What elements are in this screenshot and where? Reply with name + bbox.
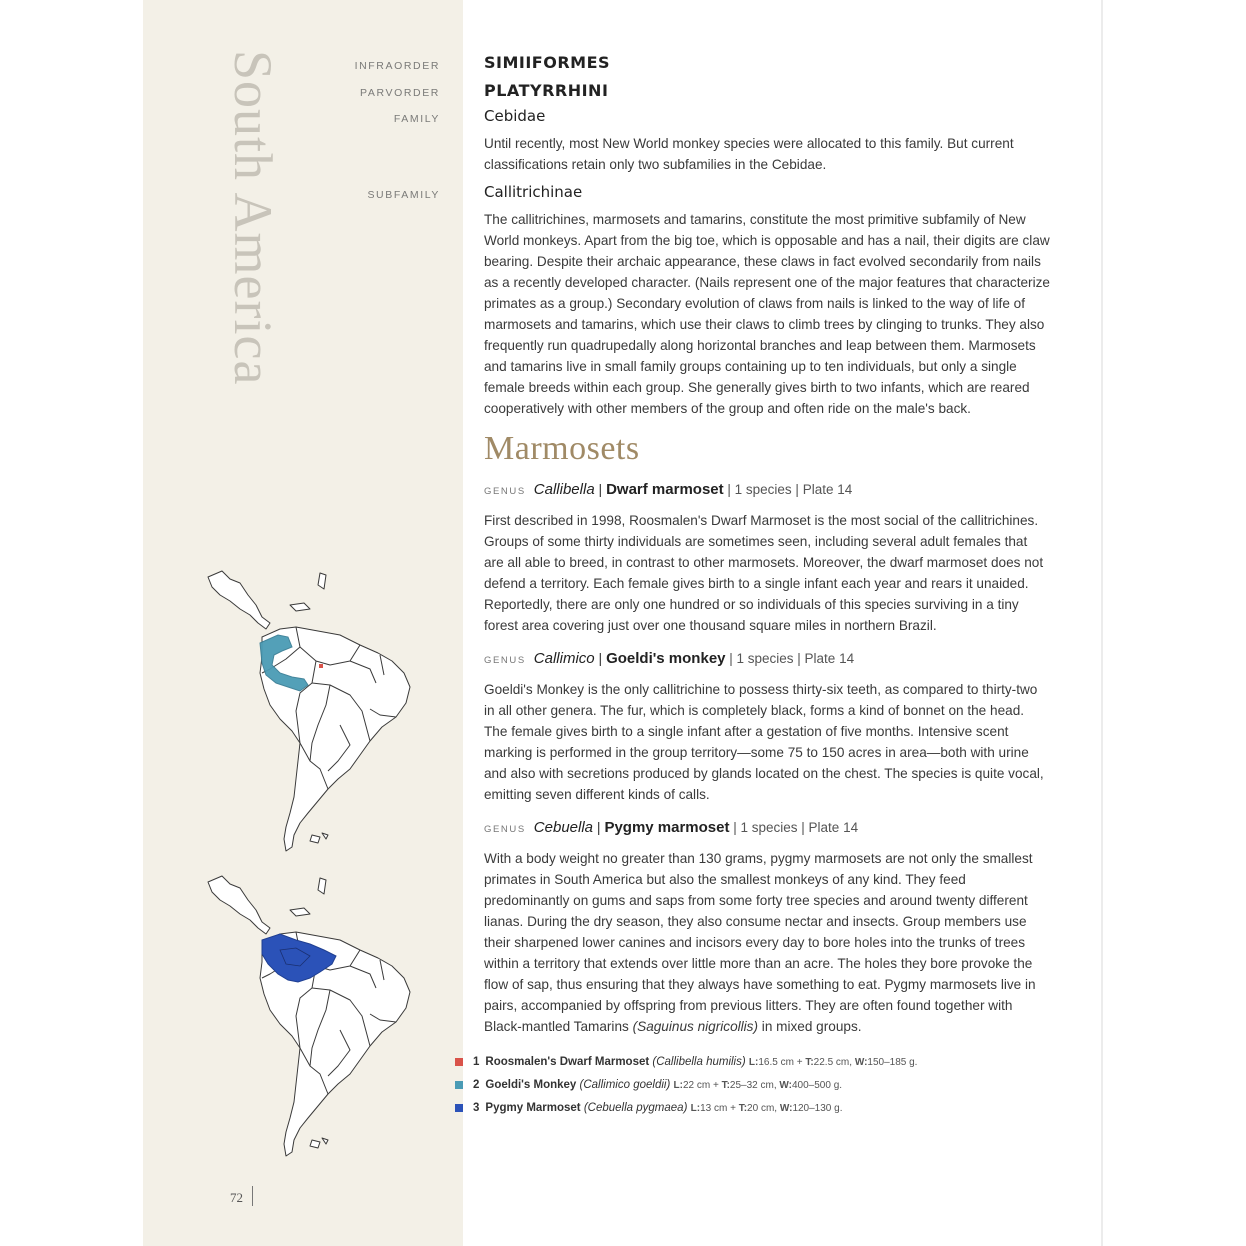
genus-common-name: Goeldi's monkey (606, 650, 726, 667)
legend-number: 2 (473, 1079, 480, 1091)
genus-label: GENUS (484, 486, 526, 497)
genus-description-cebuella (484, 848, 1050, 1037)
genus-common-name: Dwarf marmoset (606, 481, 724, 498)
infraorder-label: INFRAORDER (354, 60, 440, 72)
text-part: With a body weight no greater than 130 grams, pygmy marmosets are not only the smallest primates in South America but also the smallest monkeys of any kind. They feed predominantly on gums and saps from some forty tree species and around twenty different lianas. During the dry season, they also consume nectar and insects. Group members use their sharpened lower canines and incisors every day to bore holes into the trunks of trees within a territory that extends over little more than an acre. The holes they bore provoke the flow of sap, thus ensuring that they always have something to eat. Pygmy marmosets live in pairs, accompanied by offspring from previous litters. They are often found together with Black-mantled Tamarins (484, 851, 1036, 1034)
genus-name: Callibella (533, 481, 595, 498)
legend-item-1 (455, 1056, 1055, 1068)
legend-swatch (455, 1104, 463, 1112)
family-description: Until recently, most New World monkey species were allocated to this family. But current classifications retain only two subfamilies in the Cebidae. (484, 136, 1014, 172)
legend-scientific-name: (Cebuella pygmaea) (583, 1102, 688, 1114)
legend-scientific-name: (Callibella humilis) (652, 1056, 746, 1068)
separator: | (593, 819, 605, 835)
page-number-divider (252, 1186, 253, 1206)
genus-heading-callibella (484, 481, 852, 498)
genus-heading-cebuella (484, 819, 858, 836)
section-title: Marmosets (484, 430, 640, 467)
infraorder-name: SIMIIFORMES (484, 53, 611, 72)
genus-description-callimico: Goeldi's Monkey is the only callitrichine to possess thirty-six teeth, as compared to thirty-two in all other genera. The fur, which is completely black, forms a kind of bonnet on the head. The female gives birth to a single infant after a gestation of five months. Intensive scent marking is performed in the group territory—some 75 to 150 acres in area—both with urine and also with secretions produced by glands located on the chest. The species is quite vocal, emitting seven different kinds of calls. (484, 682, 1044, 802)
separator: | (594, 650, 607, 666)
parvorder-label: PARVORDER (360, 87, 440, 99)
family-name: Cebidae (484, 107, 546, 125)
page-number: 72 (230, 1190, 243, 1205)
genus-name: Callimico (533, 650, 595, 667)
parvorder-name: PLATYRRHINI (484, 81, 609, 100)
legend-measurements: L:13 cm + T:20 cm, W:120–130 g. (690, 1103, 843, 1114)
genus-label: GENUS (484, 824, 526, 835)
separator: | (594, 481, 607, 497)
genus-meta: | 1 species | Plate 14 (725, 651, 855, 666)
legend-common-name: Pygmy Marmoset (485, 1102, 581, 1114)
legend-common-name: Roosmalen's Dwarf Marmoset (485, 1056, 650, 1068)
range-map-cebuella (200, 870, 440, 1165)
scientific-name: (Saguinus nigricollis) (632, 1019, 759, 1034)
text-part: in mixed groups. (758, 1019, 862, 1034)
family-label: FAMILY (393, 113, 440, 125)
legend-scientific-name: (Callimico goeldii) (579, 1079, 671, 1091)
legend-measurements: L:16.5 cm + T:22.5 cm, W:150–185 g. (748, 1057, 918, 1068)
subfamily-label: SUBFAMILY (367, 189, 440, 201)
callibella-range (319, 664, 323, 668)
region-title: South America (223, 50, 283, 386)
range-map-callibella-callimico (200, 565, 440, 860)
genus-label: GENUS (484, 655, 526, 666)
legend-number: 3 (473, 1102, 480, 1114)
legend-swatch (455, 1058, 463, 1066)
genus-meta: | 1 species | Plate 14 (723, 482, 853, 497)
page-edge (1101, 0, 1103, 1246)
subfamily-name: Callitrichinae (484, 183, 583, 201)
legend-item-3 (455, 1102, 1055, 1114)
legend-number: 1 (473, 1056, 480, 1068)
genus-common-name: Pygmy marmoset (604, 819, 730, 836)
legend-measurements: L:22 cm + T:25–32 cm, W:400–500 g. (673, 1080, 843, 1091)
genus-name: Cebuella (533, 819, 594, 836)
legend-common-name: Goeldi's Monkey (485, 1079, 577, 1091)
legend-item-2 (455, 1079, 1055, 1091)
legend-swatch (455, 1081, 463, 1089)
genus-heading-callimico (484, 650, 854, 667)
genus-meta: | 1 species | Plate 14 (729, 820, 859, 835)
genus-description-callibella: First described in 1998, Roosmalen's Dwarf Marmoset is the most social of the callitrichines. Groups of some thirty individuals are sometimes seen, including several adult females that are all able to breed, in contrast to other marmosets. Moreover, the dwarf marmoset does not defend a territory. Each female gives birth to a single infant each year and rears it unaided. Reportedly, there are only one hundred or so individuals of this species surviving in a tiny forest area covering just over one thousand square miles in northern Brazil. (484, 513, 1044, 633)
subfamily-description: The callitrichines, marmosets and tamarins, constitute the most primitive subfamily of New World monkeys. Apart from the big toe, which is opposable and has a nail, their digits are claw bearing. Despite their archaic appearance, these claws in fact evolved secondarily from nails as a recently developed character. (Nails represent one of the major features that characterize primates as a group.) Secondary evolution of claws from nails is linked to the way of life of marmosets and tamarins, which use their claws to climb trees by clinging to trunks. They also frequently run quadrupedally along horizontal branches and leap between them. Marmosets and tamarins live in small family groups containing up to ten individuals, but only a single female breeds within each group. She generally gives birth to two infants, which are reared cooperatively with other members of the group and often ride on the male's back. (484, 212, 1050, 416)
